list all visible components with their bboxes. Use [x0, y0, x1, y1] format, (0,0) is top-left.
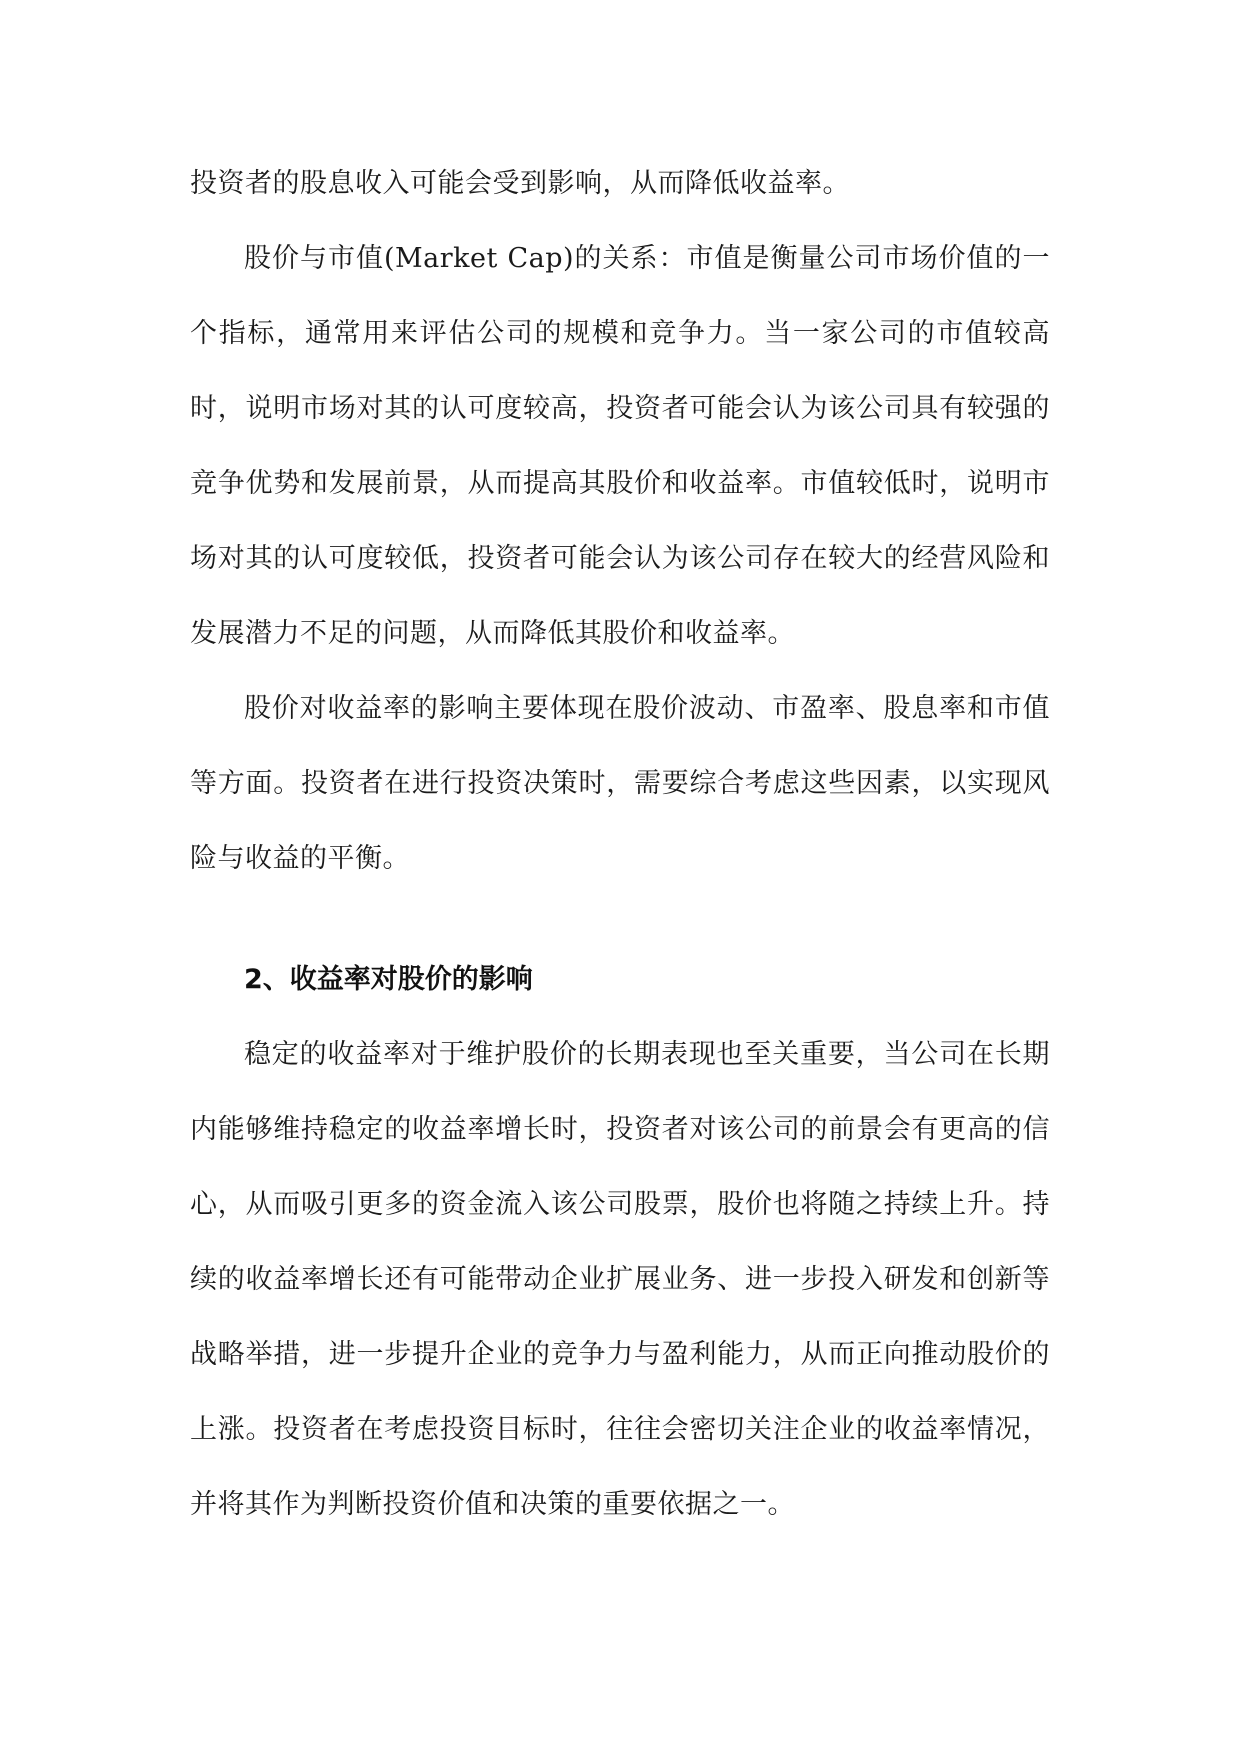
document-page [190, 146, 1050, 1542]
paragraph-summary: 股价对收益率的影响主要体现在股价波动、市盈率、股息率和市值等方面。投资者在进行投资决策时，需要综合考虑这些因素，以实现风险与收益的平衡。 [190, 693, 1050, 874]
paragraph-market-cap: 股价与市值(Market Cap)的关系：市值是衡量公司市场价值的一个指标，通常用来评估公司的规模和竞争力。当一家公司的市值较高时，说明市场对其的认可度较高，投资者可能会认为该公司具有较强的竞争优势和发展前景，从而提高其股价和收益率。市值较低时，说明市场对其的认可度较低，投资者可能会认为该公司存在较大的经营风险和发展潜力不足的问题，从而降低其股价和收益率。 [190, 243, 1050, 649]
section-heading: 2、收益率对股价的影响 [244, 964, 533, 995]
paragraph-stable-returns: 稳定的收益率对于维护股价的长期表现也至关重要，当公司在长期内能够维持稳定的收益率增长时，投资者对该公司的前景会有更高的信心，从而吸引更多的资金流入该公司股票，股价也将随之持续上升。持续的收益率增长还有可能带动企业扩展业务、进一步投入研发和创新等战略举措，进一步提升企业的竞争力与盈利能力，从而正向推动股价的上涨。投资者在考虑投资目标时，往往会密切关注企业的收益率情况，并将其作为判断投资价值和决策的重要依据之一。 [190, 1039, 1050, 1520]
paragraph-continuation: 投资者的股息收入可能会受到影响，从而降低收益率。 [190, 168, 850, 199]
